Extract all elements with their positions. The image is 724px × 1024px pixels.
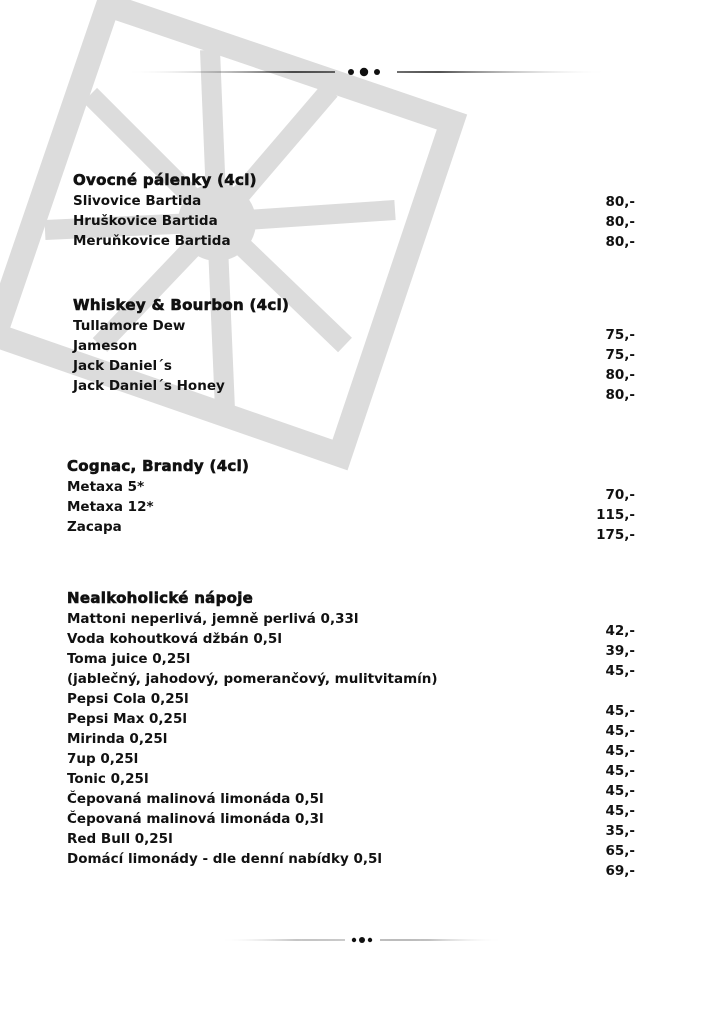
dots-ornament-icon bbox=[352, 937, 372, 943]
prices-ovocne-palenky bbox=[605, 192, 635, 252]
price: 75,- bbox=[605, 347, 635, 363]
menu-item: Tullamore Dew bbox=[73, 318, 186, 334]
section-title: Cognac, Brandy (4cl) bbox=[67, 457, 250, 475]
price: 80,- bbox=[605, 234, 635, 250]
menu-item: Red Bull 0,25l bbox=[67, 831, 173, 847]
bottom-divider bbox=[0, 930, 724, 950]
menu-item-note: (jablečný, jahodový, pomerančový, mulitvitamín) bbox=[67, 671, 438, 687]
section-title: Ovocné pálenky (4cl) bbox=[73, 171, 257, 189]
section-cognac-brandy bbox=[67, 456, 249, 537]
price: 35,- bbox=[605, 823, 635, 839]
price: 42,- bbox=[605, 623, 635, 639]
menu-item: Meruňkovice Bartida bbox=[73, 233, 231, 249]
prices-whiskey-bourbon bbox=[605, 325, 635, 405]
menu-item: Mirinda 0,25l bbox=[67, 731, 168, 747]
price: 45,- bbox=[605, 803, 635, 819]
price: 45,- bbox=[605, 783, 635, 799]
menu-item: Jack Daniel´s Honey bbox=[73, 378, 225, 394]
dots-ornament-icon bbox=[348, 68, 380, 76]
menu-item: Tonic 0,25l bbox=[67, 771, 149, 787]
price: 39,- bbox=[605, 643, 635, 659]
menu-item: Zacapa bbox=[67, 519, 122, 535]
price: 69,- bbox=[605, 863, 635, 879]
menu-item: Jameson bbox=[73, 338, 138, 354]
section-title: Whiskey & Bourbon (4cl) bbox=[73, 296, 290, 314]
menu-item: Pepsi Max 0,25l bbox=[67, 711, 187, 727]
menu-item: Čepovaná malinová limonáda 0,3l bbox=[67, 811, 324, 827]
menu-item: Hruškovice Bartida bbox=[73, 213, 218, 229]
prices-nealkoholicke-napoje bbox=[605, 621, 635, 881]
price: 80,- bbox=[605, 367, 635, 383]
price: 45,- bbox=[605, 743, 635, 759]
prices-cognac-brandy bbox=[596, 485, 635, 545]
menu-item: Čepovaná malinová limonáda 0,5l bbox=[67, 791, 324, 807]
menu-item: Jack Daniel´s bbox=[73, 358, 172, 374]
section-nealkoholicke-napoje bbox=[67, 588, 438, 869]
price: 45,- bbox=[605, 663, 635, 679]
menu-item: Slivovice Bartida bbox=[73, 193, 202, 209]
price: 45,- bbox=[605, 763, 635, 779]
price: 65,- bbox=[605, 843, 635, 859]
section-title: Nealkoholické nápoje bbox=[67, 589, 254, 607]
price: 80,- bbox=[605, 214, 635, 230]
menu-item: 7up 0,25l bbox=[67, 751, 139, 767]
price: 70,- bbox=[605, 487, 635, 503]
top-divider bbox=[0, 62, 724, 82]
price: 80,- bbox=[605, 194, 635, 210]
menu-item: Voda kohoutková džbán 0,5l bbox=[67, 631, 282, 647]
menu-item: Toma juice 0,25l bbox=[67, 651, 191, 667]
section-ovocne-palenky bbox=[73, 170, 257, 251]
menu-item: Pepsi Cola 0,25l bbox=[67, 691, 189, 707]
price: 115,- bbox=[596, 507, 635, 523]
menu-item: Metaxa 12* bbox=[67, 499, 154, 515]
menu-item: Metaxa 5* bbox=[67, 479, 145, 495]
price: 45,- bbox=[605, 703, 635, 719]
price: 80,- bbox=[605, 387, 635, 403]
section-whiskey-bourbon bbox=[73, 295, 289, 396]
price-empty bbox=[605, 681, 635, 701]
price: 75,- bbox=[605, 327, 635, 343]
menu-item: Mattoni neperlivá, jemně perlivá 0,33l bbox=[67, 611, 359, 627]
price: 45,- bbox=[605, 723, 635, 739]
price: 175,- bbox=[596, 527, 635, 543]
menu-item: Domácí limonády - dle denní nabídky 0,5l bbox=[67, 851, 382, 867]
